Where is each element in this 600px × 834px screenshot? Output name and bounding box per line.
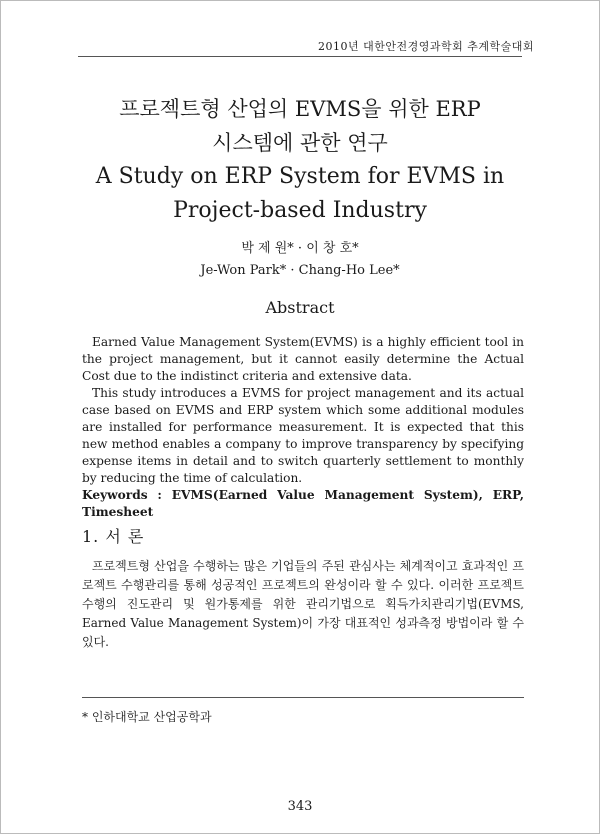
header-rule [78, 56, 522, 57]
title-korean-line2: 시스템에 관한 연구 [212, 131, 388, 155]
footnote: * 인하대학교 산업공학과 [82, 710, 212, 724]
abstract-paragraph: This study introduces a EVMS for project management and its actual case based on EVMS and ERP system which some additional modules are installed for performance measurement. It is expected that this new method enables a company to improve transparency by specifying expense items in detail and to switch quarterly settlement to monthly by reducing the time of calculation. [82, 386, 524, 485]
keywords: Keywords : EVMS(Earned Value Management System), ERP, Timesheet [82, 488, 524, 519]
title-english-line2: Project-based Industry [173, 198, 427, 223]
authors [0, 238, 600, 282]
section-body: 프로젝트형 산업을 수행하는 많은 기업들의 주된 관심사는 체계적이고 효과적인 프로젝트 수행관리를 통해 성공적인 프로젝트의 완성이라 할 수 있다. 이러한 프로젝트 수행의 진도관리 및 원가통제를 위한 관리기법으로 획득가치관리기법(EVMS, Earned Value Management System)이 가장 대표적인 성과측정 방법이라 할 수 있다. [82, 559, 524, 649]
abstract-paragraph: Earned Value Management System(EVMS) is a highly efficient tool in the project management, but it cannot easily determine the Actual Cost due to the indistinct criteria and extensive data. [82, 335, 524, 383]
abstract-heading: Abstract [265, 298, 335, 317]
title-english-line1: A Study on ERP System for EVMS in [95, 164, 505, 189]
footnote-rule [82, 697, 524, 698]
abstract-body [82, 334, 524, 521]
title-block [0, 92, 600, 228]
section-heading: 1. 서 론 [82, 527, 145, 546]
authors-english: Je-Won Park* · Chang-Ho Lee* [200, 263, 400, 278]
page-number: 343 [287, 799, 313, 814]
running-head: 2010년 대한안전경영과학회 추계학술대회 [317, 40, 534, 53]
authors-korean: 박 제 원* · 이 창 호* [241, 241, 359, 256]
title-korean-line1: 프로젝트형 산업의 EVMS을 위한 ERP [119, 97, 481, 121]
